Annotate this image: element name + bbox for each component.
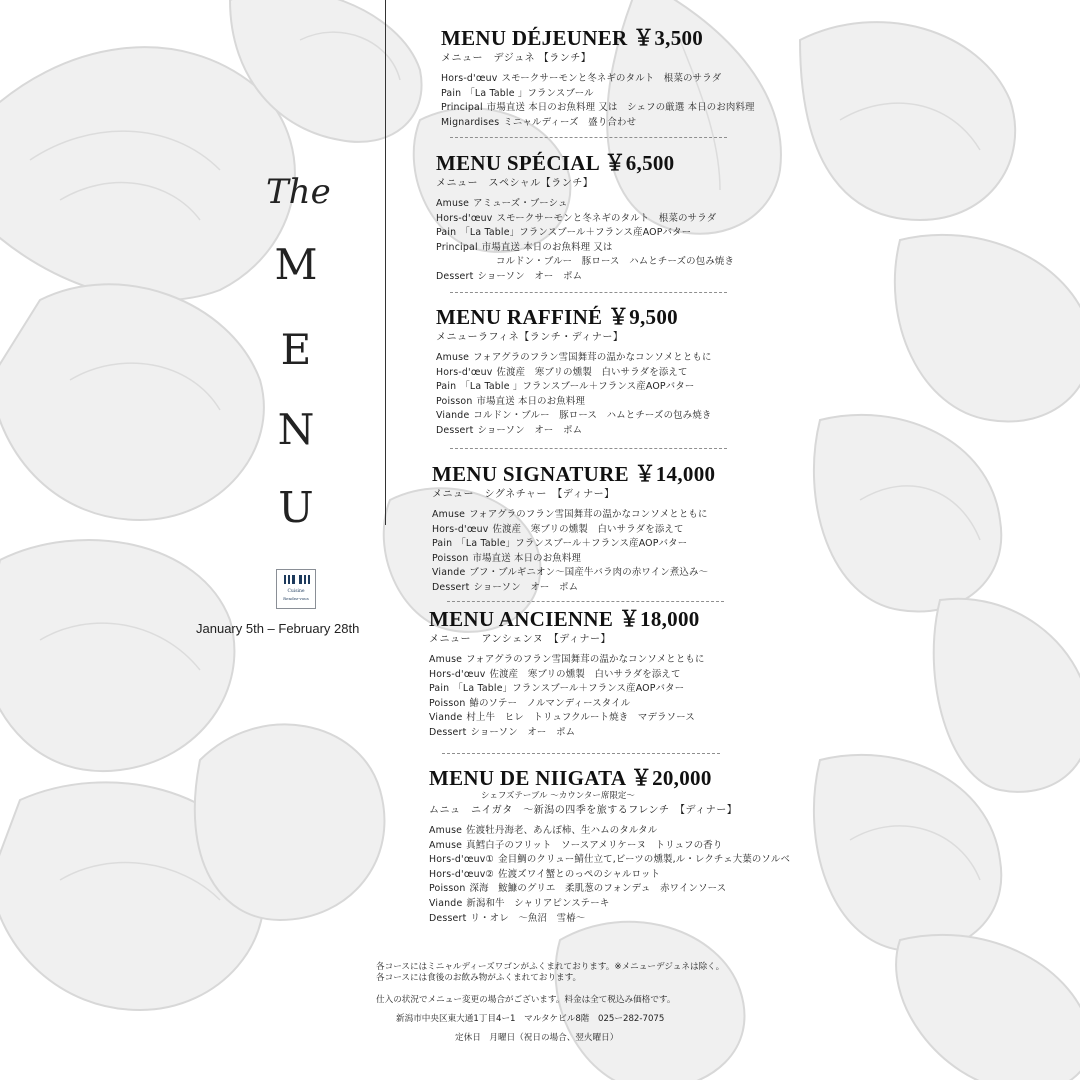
course-name: Amuse [436,198,470,209]
logo-bars-icon [284,575,310,584]
course-name: Hors-d'œuv [441,73,498,84]
course-item [432,581,715,596]
course-name: Hors-d'œuv② [429,868,495,880]
menu-subtitle: メニュー アンシェンヌ 【ディナー】 [429,634,611,645]
menu-title: MENU DÉJEUNER ￥3,500 [441,26,704,50]
menu-subtitle: メニュー シグネチャー 【ディナー】 [432,489,615,500]
course-name: Amuse [436,352,470,363]
course-description: 市場直送 本日のお魚料理 [472,552,582,564]
course-description: 佐渡産 寒ブリの燻製 白いサラダを添えて [496,366,688,378]
course-list [429,653,705,741]
course-description: 「La Table」フランスブール＋フランス産AOPバター [453,683,685,695]
course-description: スモークサーモンと冬ネギのタルト 根菜のサラダ [496,212,717,224]
section-separator [450,137,727,138]
course-description: 「La Table」フランスブール＋フランス産AOPバター [456,538,688,550]
section-separator [450,448,727,449]
course-item [436,197,734,212]
menu-title: MENU DE NIIGATA ￥20,000 [429,766,712,790]
course-item [432,523,715,538]
course-description: 佐渡ズワイ蟹とのっぺのシャルロット [498,868,661,880]
footer-note-2: 各コースには食後のお飲み物がふくまれております。 [376,973,582,983]
course-name: Hors-d'œuv [436,212,493,224]
course-item [429,897,790,912]
logo-line-2: Rendez-vous [283,596,309,601]
course-item [436,226,734,241]
course-description: 佐渡産 寒ブリの燻製 白いサラダを添えて [489,668,681,680]
course-item [429,682,705,697]
course-name: Dessert [429,726,467,738]
course-item [429,653,705,668]
course-name: Amuse [429,825,463,836]
course-description: 新潟和牛 シャリアピンステーキ [466,897,610,909]
title-letter-n: N [277,405,315,454]
course-item [436,395,712,410]
menu-section [432,463,715,596]
course-description: 佐渡牡丹海老、あんぽ柿、生ハムのタルタル [466,825,658,836]
course-description: ショーソン オー ポム [477,424,583,436]
course-name: Viande [432,567,466,579]
course-name: Viande [429,897,463,909]
course-list [432,508,715,596]
course-item [436,255,734,270]
vertical-divider [385,0,386,525]
course-item [436,270,734,285]
course-item [441,116,755,131]
menu-title: MENU RAFFINÉ ￥9,500 [436,305,678,329]
course-item [436,212,734,227]
footer-note-1: 各コースにはミニャルディーズワゴンがふくまれております。※メニューデジュネは除く。 [376,962,725,972]
course-description: コルドン・ブルー 豚ロース ハムとチーズの包み焼き [473,410,712,422]
course-item [441,72,755,87]
course-description: 市場直送 本日のお魚料理 又は [481,241,613,253]
course-item [429,824,790,839]
course-name: Mignardises [441,116,500,128]
course-description: 村上牛 ヒレ トリュフクルート焼き マデラソース [466,712,695,724]
course-item [429,912,790,927]
footer-address: 新潟市中央区東大通1丁目4ー1 マルタケビル8階 025ー282-7075 [396,1014,665,1024]
course-name: Dessert [432,581,470,593]
course-item [429,853,790,868]
course-description: 市場直送 本日のお魚料理 [476,395,586,407]
course-item [429,868,790,883]
menu-section [429,608,705,741]
course-name: Poisson [429,883,466,895]
course-description: 金目鯛のクリュー鯖仕立て,ビーツの燻製,ル・レクチェ大葉のソルベ [498,854,791,866]
course-name: Poisson [436,395,473,407]
course-list [436,197,734,285]
course-item [436,351,712,366]
menu-section [441,27,755,130]
logo-line-1: Cuisine [287,589,305,594]
course-name: Pain [432,538,453,550]
course-name: Amuse [429,839,463,851]
course-name: Pain [441,87,462,99]
course-item [432,508,715,523]
course-name: Hors-d'œuv① [429,854,495,866]
course-item [436,380,712,395]
course-description: コルドン・ブルー 豚ロース ハムとチーズの包み焼き [496,256,735,268]
restaurant-logo [276,569,316,609]
course-description: 深海 鮟鱇のグリエ 柔肌葱のフォンデュ 赤ワインソース [469,883,727,895]
menu-subtitle: メニュー スペシャル【ランチ】 [436,178,594,189]
course-name: Dessert [436,270,474,282]
menu-title: MENU SIGNATURE ￥14,000 [432,462,716,486]
course-name: Pain [436,227,457,239]
title-letter-m: M [274,240,318,289]
course-item [429,726,705,741]
course-description: ショーソン オー ポム [477,270,583,282]
course-item [429,882,790,897]
course-description: 「La Table」フランスブール＋フランス産AOPバター [460,227,692,239]
menu-section [436,306,712,439]
course-description: ブフ・ブルギニオン〜国産牛バラ肉の赤ワイン煮込み〜 [469,567,709,579]
course-description: アミューズ・ブーシュ [473,198,568,209]
course-description: 「La Table 」フランスブール＋フランス産AOPバター [460,381,695,393]
menu-title: MENU ANCIENNE ￥18,000 [429,607,700,631]
course-name: Dessert [436,424,474,436]
course-item [429,711,705,726]
course-name: Poisson [432,552,469,564]
course-item [436,409,712,424]
title-column [0,0,385,1080]
course-name: Hors-d'œuv [429,668,486,680]
course-item [436,241,734,256]
course-name: Amuse [432,509,466,520]
course-item [441,101,755,116]
menu-section [436,152,734,285]
course-item [441,87,755,102]
section-separator [442,753,720,754]
course-description: 鰆のソテー ノルマンディースタイル [469,697,631,709]
course-description: ショーソン オー ポム [470,726,576,738]
course-description: ミニャルディーズ 盛り合わせ [503,116,637,128]
course-item [432,552,715,567]
course-name: Pain [429,683,450,695]
course-name: Viande [436,410,470,422]
course-description: フォアグラのフラン雪国舞茸の温かなコンソメとともに [473,352,712,363]
course-item [429,697,705,712]
menu-section [429,767,790,926]
course-name: Principal [436,241,478,253]
course-description: フォアグラのフラン雪国舞茸の温かなコンソメとともに [466,654,705,665]
course-list [436,351,712,439]
menu-subtitle: メニュー デジュネ 【ランチ】 [441,53,592,64]
course-description: 佐渡産 寒ブリの燻製 白いサラダを添えて [492,523,684,535]
course-name: Poisson [429,697,466,709]
course-item [432,566,715,581]
course-description: 「La Table 」フランスブール [465,87,594,99]
menu-note: シェフズテーブル 〜カウンター席限定〜 [481,791,635,801]
title-the: The [266,172,331,212]
menu-title: MENU SPÉCIAL ￥6,500 [436,151,675,175]
footer-closed-day: 定休日 月曜日（祝日の場合、翌火曜日） [455,1033,619,1043]
section-separator [447,601,724,602]
menu-subtitle: ムニュ ニイガタ 〜新潟の四季を旅するフレンチ 【ディナー】 [429,805,738,816]
course-name: Hors-d'œuv [436,366,493,378]
course-description: フォアグラのフラン雪国舞茸の温かなコンソメとともに [469,509,708,520]
course-description: ショーソン オー ポム [473,581,579,593]
course-list [441,72,755,130]
footer-note-3: 仕入の状況でメニュー変更の場合がございます。料金は全て税込み価格です。 [376,995,676,1005]
course-name: Viande [429,712,463,724]
course-name: Principal [441,102,483,114]
course-description: 真鱈白子のフリット ソースアメリケーヌ トリュフの香り [466,839,723,851]
menu-subtitle: メニューラフィネ【ランチ・ディナー】 [436,332,624,343]
course-item [432,537,715,552]
menu-dates: January 5th – February 28th [196,621,360,636]
course-name: Hors-d'œuv [432,523,489,535]
course-list [429,824,790,926]
course-description: 市場直送 本日のお魚料理 又は シェフの厳選 本日のお肉料理 [486,102,755,114]
course-item [429,839,790,854]
section-separator [450,292,727,293]
course-description: リ・オレ 〜魚沼 雪椿〜 [470,912,586,924]
course-item [436,424,712,439]
course-name: Pain [436,381,457,393]
course-name: Dessert [429,912,467,924]
title-letter-e: E [280,325,312,374]
course-item [436,366,712,381]
course-description: スモークサーモンと冬ネギのタルト 根菜のサラダ [501,73,722,84]
title-letter-u: U [278,483,314,532]
course-item [429,668,705,683]
course-name: Amuse [429,654,463,665]
